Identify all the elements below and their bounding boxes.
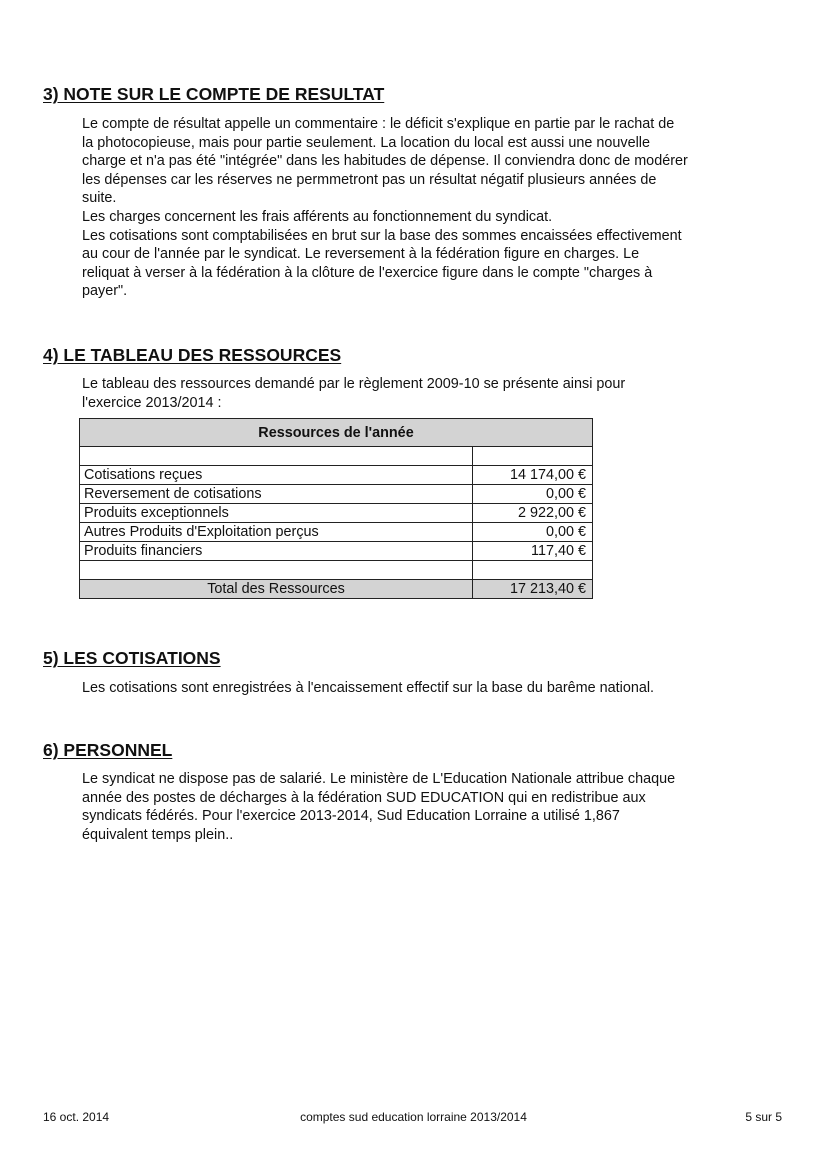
- resources-table: [79, 418, 593, 599]
- row-value: 0,00 €: [473, 485, 593, 504]
- text-line: l'exercice 2013/2014 :: [82, 394, 222, 411]
- text-line: Le syndicat ne dispose pas de salarié. Le ministère de L'Education Nationale attribue chaque: [82, 771, 676, 787]
- row-value: 117,40 €: [473, 542, 593, 561]
- section-4-text: [82, 375, 625, 412]
- text-line: Le compte de résultat appelle un commentaire : le déficit s'explique en partie par le rachat de: [82, 116, 675, 132]
- footer-page-number: 5 sur 5: [745, 1110, 782, 1124]
- table-header-row: [80, 419, 593, 447]
- footer-date: 16 oct. 2014: [43, 1110, 110, 1124]
- table-row-empty: [80, 447, 593, 466]
- row-label: Cotisations reçues: [80, 466, 473, 485]
- table-cell: [473, 561, 593, 580]
- text-line: Le tableau des ressources demandé par le règlement 2009-10 se présente ainsi pour: [82, 376, 626, 392]
- section-5-text: [82, 679, 654, 698]
- row-value: 14 174,00 €: [473, 466, 593, 485]
- text-line: la photocopieuse, mais pour partie seulement. La location du local est aussi une nouvelle: [82, 134, 650, 151]
- table-row: [80, 485, 593, 504]
- section-3-text: [82, 115, 688, 301]
- section-6-text: [82, 770, 675, 844]
- table-cell: [80, 561, 473, 580]
- section-3-title: 3) NOTE SUR LE COMPTE DE RESULTAT: [43, 84, 385, 104]
- table-row-empty: [80, 561, 593, 580]
- section-4-title: 4) LE TABLEAU DES RESSOURCES: [43, 345, 342, 365]
- table-cell: [80, 447, 473, 466]
- section-6-title: 6) PERSONNEL: [43, 740, 173, 760]
- text-line: charge et n'a pas été "intégrée" dans les habitudes de dépense. Il conviendra donc de modérer: [82, 153, 688, 170]
- row-value: 0,00 €: [473, 523, 593, 542]
- total-label: Total des Ressources: [80, 580, 473, 599]
- text-line: année des postes de décharges à la fédération SUD EDUCATION qui en redistribue aux: [82, 789, 646, 806]
- text-line: Les charges concernent les frais afférents au fonctionnement du syndicat.: [82, 208, 553, 225]
- table-row: [80, 504, 593, 523]
- row-label: Autres Produits d'Exploitation perçus: [80, 523, 473, 542]
- text-line: syndicats fédérés. Pour l'exercice 2013-2014, Sud Education Lorraine a utilisé 1,867: [82, 808, 620, 825]
- table-cell: [473, 447, 593, 466]
- text-line: reliquat à verser à la fédération à la clôture de l'exercice figure dans le compte "charges à: [82, 264, 653, 281]
- text-line: payer".: [82, 283, 128, 300]
- row-value: 2 922,00 €: [473, 504, 593, 523]
- text-line: équivalent temps plein..: [82, 826, 234, 843]
- total-value: 17 213,40 €: [473, 580, 593, 599]
- footer-doc-title: comptes sud education lorraine 2013/2014: [300, 1110, 527, 1124]
- section-5-title: 5) LES COTISATIONS: [43, 648, 221, 668]
- text-line: suite.: [82, 190, 117, 207]
- table-row: [80, 523, 593, 542]
- row-label: Reversement de cotisations: [80, 485, 473, 504]
- text-line: les dépenses car les réserves ne permmetront pas un résultat négatif plusieurs années de: [82, 171, 657, 188]
- row-label: Produits financiers: [80, 542, 473, 561]
- table-row: [80, 466, 593, 485]
- row-label: Produits exceptionnels: [80, 504, 473, 523]
- table-header: Ressources de l'année: [80, 419, 593, 447]
- table-row: [80, 542, 593, 561]
- text-line: Les cotisations sont enregistrées à l'encaissement effectif sur la base du barême national.: [82, 680, 655, 696]
- text-line: Les cotisations sont comptabilisées en brut sur la base des sommes encaissées effectivement: [82, 227, 682, 244]
- text-line: au cour de l'année par le syndicat. Le reversement à la fédération figure en charges. Le: [82, 246, 640, 263]
- table-total-row: [80, 580, 593, 599]
